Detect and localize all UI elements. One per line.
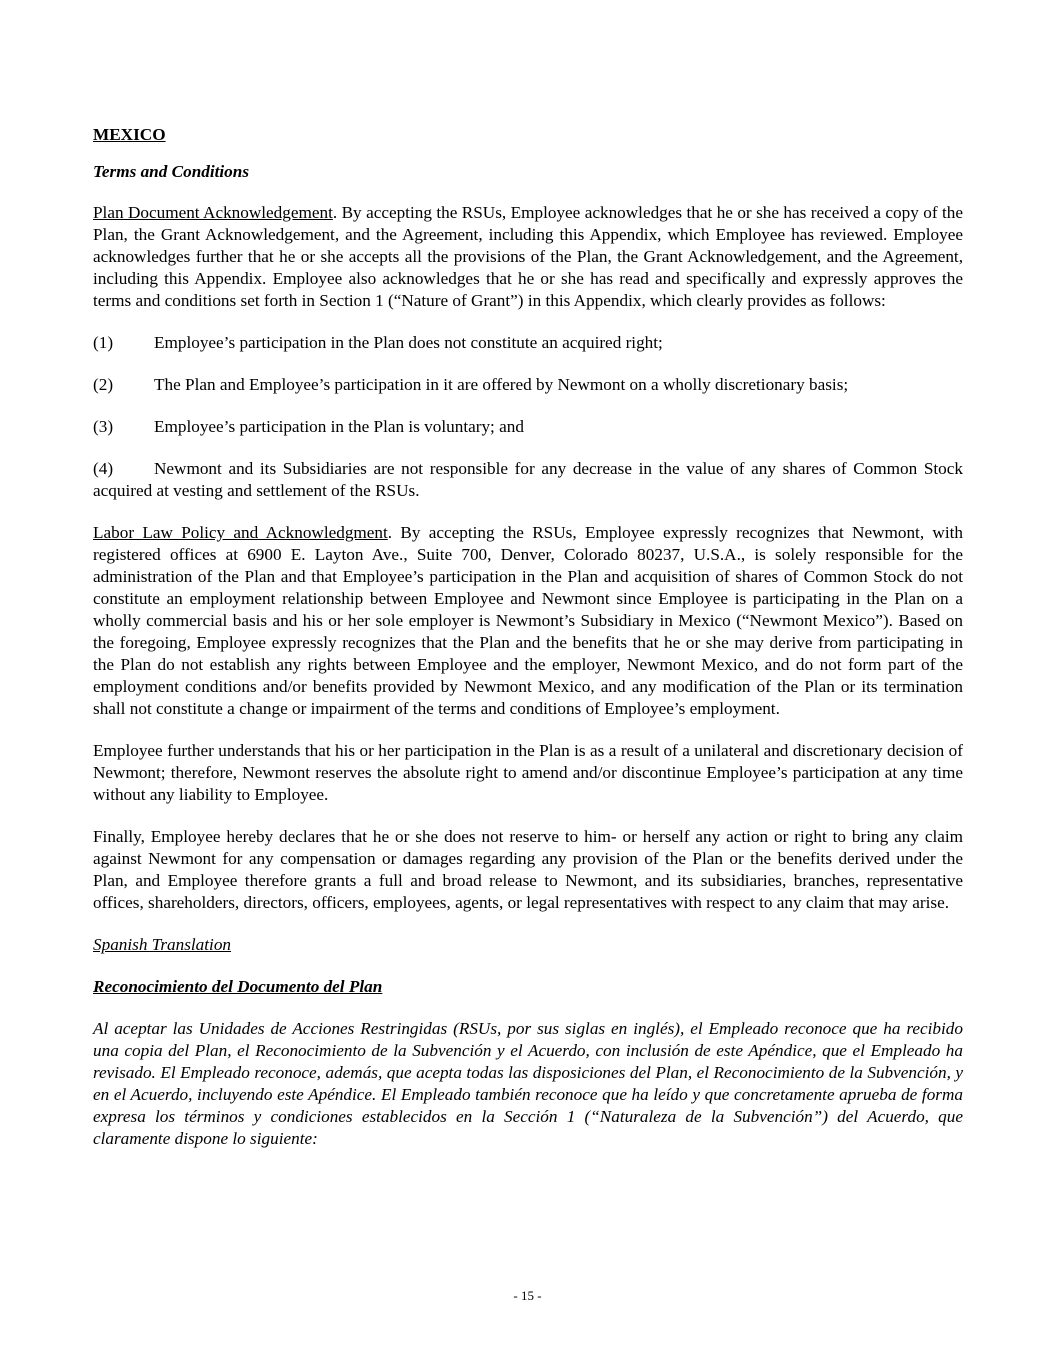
list-text: The Plan and Employee’s participation in it are offered by Newmont on a wholly discretionary basis; xyxy=(154,375,849,394)
finally-paragraph: Finally, Employee hereby declares that he or she does not reserve to him- or herself any action or right to bring any claim against Newmont for any compensation or damages regarding any provision of the Plan or the benefits derived under the Plan, and Employee therefore grants a full and broad release to Newmont, and its subsidiaries, branches, representative offices, shareholders, directors, officers, employees, agents, or legal representatives with respect to any claim that may arise. xyxy=(93,827,963,912)
spanish-translation-label: Spanish Translation xyxy=(93,935,232,954)
spanish-heading: Reconocimiento del Documento del Plan xyxy=(93,977,383,996)
list-item xyxy=(93,458,963,502)
list-text: Employee’s participation in the Plan is voluntary; and xyxy=(154,417,524,436)
list-number: (2) xyxy=(93,375,114,394)
plan-ack-title: Plan Document Acknowledgement xyxy=(93,203,333,222)
country-heading: MEXICO xyxy=(93,125,166,144)
list-item xyxy=(93,416,963,438)
list-number: (3) xyxy=(93,417,114,436)
list-number: (1) xyxy=(93,333,114,352)
page-number: - 15 - xyxy=(513,1288,542,1303)
list-item xyxy=(93,374,963,396)
list-text: Newmont and its Subsidiaries are not responsible for any decrease in the value of any shares of Common Stock acquired at vesting and settlement of the RSUs. xyxy=(93,459,963,500)
list-number: (4) xyxy=(93,459,114,478)
list-item xyxy=(93,332,963,354)
terms-subheading: Terms and Conditions xyxy=(93,162,250,181)
plan-ack-paragraph xyxy=(93,202,963,312)
labor-law-text: . By accepting the RSUs, Employee expressly recognizes that Newmont, with registered offices at 6900 E. Layton Ave., Suite 700, Denver, Colorado 80237, U.S.A., is solely responsible for the administration of the Plan and that Employee’s participation in the Plan and acquisition of shares of Common Stock do not constitute an employment relationship between Employee and Newmont since Employee is participating in the Plan on a wholly commercial basis and his or her sole employer is Newmont’s Subsidiary in Mexico (“Newmont Mexico”). Based on the foregoing, Employee expressly recognizes that the Plan and the benefits that he or she may derive from participating in the Plan do not establish any rights between Employee and the employer, Newmont Mexico, and do not form part of the employment conditions and/or benefits provided by Newmont Mexico, and any modification of the Plan or its termination shall not constitute a change or impairment of the terms and conditions of Employee’s employment. xyxy=(93,523,963,718)
further-paragraph: Employee further understands that his or her participation in the Plan is as a result of a unilateral and discretionary decision of Newmont; therefore, Newmont reserves the absolute right to amend and/or discontinue Employee’s participation at any time without any liability to Employee. xyxy=(93,741,963,804)
labor-law-paragraph xyxy=(93,522,963,720)
labor-law-title: Labor Law Policy and Acknowledgment xyxy=(93,523,388,542)
plan-ack-text: . By accepting the RSUs, Employee acknowledges that he or she has received a copy of the Plan, the Grant Acknowledgement, and the Agreement, including this Appendix, which Employee has reviewed. Employee acknowledges further that he or she accepts all the provisions of the Plan, the Grant Acknowledgement, and the Agreement, including this Appendix. Employee also acknowledges that he or she has read and specifically and expressly approves the terms and conditions set forth in Section 1 (“Nature of Grant”) in this Appendix, which clearly provides as follows: xyxy=(93,203,963,310)
document-page xyxy=(93,124,963,1170)
list-text: Employee’s participation in the Plan does not constitute an acquired right; xyxy=(154,333,663,352)
spanish-paragraph: Al aceptar las Unidades de Acciones Restringidas (RSUs, por sus siglas en inglés), el Empleado reconoce que ha recibido una copia del Plan, el Reconocimiento de la Subvención y el Acuerdo, con inclusión de este Apéndice, que el Empleado ha revisado. El Empleado reconoce, además, que acepta todas las disposiciones del Plan, el Reconocimiento de la Subvención, y en el Acuerdo, incluyendo este Apéndice. El Empleado también reconoce que ha leído y que concretamente aprueba de forma expresa los términos y condiciones establecidos en la Sección 1 (“Naturaleza de la Subvención”) del Acuerdo, que claramente dispone lo siguiente: xyxy=(93,1019,963,1148)
